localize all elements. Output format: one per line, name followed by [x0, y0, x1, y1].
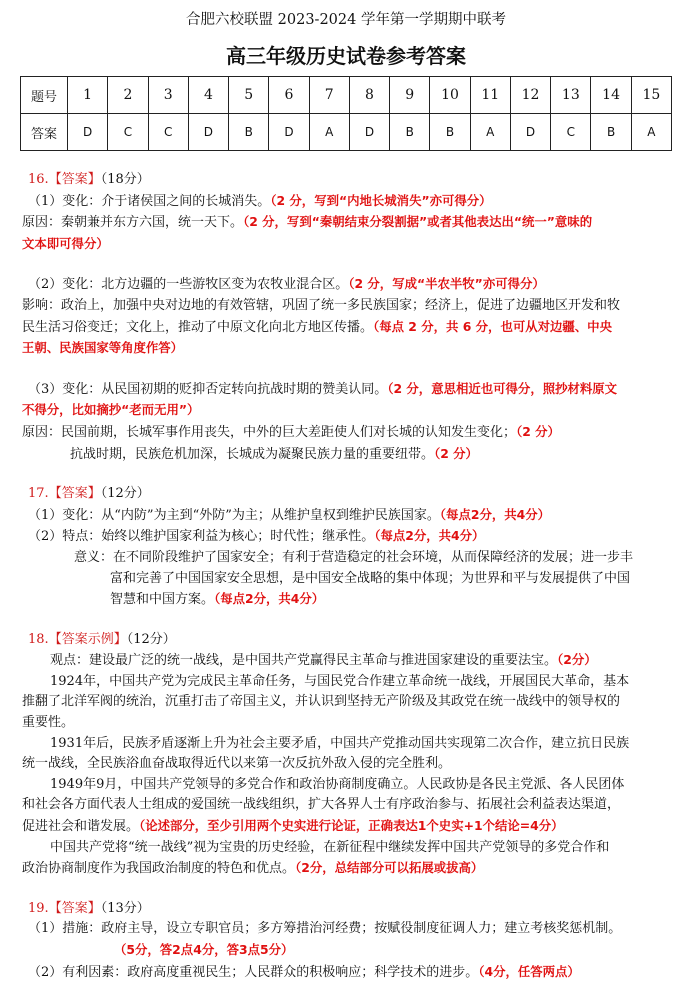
answer-cell: A: [470, 114, 510, 151]
q17-part3-cont: 富和完善了中国国家安全思想，是中国安全战略的集中体现；为世界和平与发展提供了中国: [110, 570, 631, 586]
q16-part1-reason-cont: 文本即可得分）: [22, 235, 109, 251]
exam-header: 合肥六校联盟 2023-2024 学年第一学期期中联考: [186, 12, 506, 28]
q17-part3: 意义：在不同阶段维护了国家安全；有利于营造稳定的社会环境，从而保障经济的发展；进一步丰: [74, 549, 634, 565]
q16-part1-reason: 原因：秦朝兼并东方六国，统一天下。（2 分，写到“秦朝结束分裂割据”或者其他表达出“统一”意味的: [22, 214, 593, 231]
q16-part3-reason: 原因：民国前期，长城军事作用丧失，中外的巨大差距使人们对长城的认知发生变化；（2 分）: [22, 423, 560, 440]
q16-part2-effect-cont: 民生活习俗变迁；文化上，推动了中原文化向北方地区传播。（每点 2 分，共 6 分，也可从对边疆、中央: [22, 318, 612, 335]
q16-part2-effect-cont2: 王朝、民族国家等角度作答）: [22, 340, 184, 356]
q18-heading: 18.【答案示例】（12分）: [28, 631, 176, 647]
q17-heading: 17.【答案】（12分）: [28, 486, 150, 502]
question-number: 2: [108, 77, 148, 114]
q18-para3-cont: 和社会各方面代表人士组成的爱国统一战线组织，扩大各界人士有序政治参与、拓展社会利益表达渠道，: [22, 797, 621, 813]
question-number: 8: [349, 77, 389, 114]
answer-cell: C: [108, 114, 148, 151]
q18-para2-cont: 统一战线，全民族浴血奋战取得近代以来第一次反抗外敌入侵的完全胜利。: [22, 756, 452, 772]
answer-cell: B: [390, 114, 430, 151]
q18-para1: 1924年，中国共产党为完成民主革命任务，与国民党合作建立革命统一战线，开展国民大革命，基本: [50, 673, 630, 689]
answer-table-answer-row: [21, 114, 672, 151]
q16-part1-change: （1）变化：介于诸侯国之间的长城消失。（2 分，写到“内地长城消失”亦可得分）: [28, 192, 492, 209]
answer-cell: D: [68, 114, 108, 151]
q18-para4-cont: 政治协商制度作为我国政治制度的特色和优点。（2分，总结部分可以拓展或拔高）: [22, 860, 484, 877]
question-number: 13: [551, 77, 591, 114]
q17-part3-cont2: 智慧和中国方案。（每点2分，共4分）: [110, 591, 325, 608]
answer-cell: D: [188, 114, 228, 151]
q16-part3-reason-2: 抗战时期，民族危机加深，长城成为凝聚民族力量的重要纽带。（2 分）: [70, 445, 478, 462]
q18-para1-cont2: 重要性。: [22, 715, 75, 731]
answer-cell: D: [269, 114, 309, 151]
q16-part3-change-cont: 不得分，比如摘抄“老而无用”）: [22, 402, 200, 418]
answer-cell: B: [229, 114, 269, 151]
q18-para2: 1931年后，民族矛盾逐渐上升为社会主要矛盾，中国共产党推动国共实现第二次合作，建立抗日民族: [50, 735, 630, 751]
q18-viewpoint: 观点：建设最广泛的统一战线，是中国共产党赢得民主革命与推进国家建设的重要法宝。（2分）: [50, 652, 597, 669]
q18-para4: 中国共产党将“统一战线”视为宝贵的历史经验，在新征程中继续发挥中国共产党领导的多党合作和: [50, 839, 610, 855]
question-number: 3: [148, 77, 188, 114]
answer-cell: D: [510, 114, 550, 151]
q17-part1: （1）变化：从“内防”为主到“外防”为主；从维护皇权到维护民族国家。（每点2分，共4分）: [28, 506, 551, 523]
q18-para3-cont2: 促进社会和谐发展。（论述部分，至少引用两个史实进行论证，正确表达1个史实+1个结论=4分）: [22, 818, 564, 835]
question-number: 9: [390, 77, 430, 114]
question-number: 10: [430, 77, 470, 114]
q17-part2: （2）特点：始终以维护国家利益为核心；时代性；继承性。（每点2分，共4分）: [28, 528, 485, 545]
answer-cell: B: [430, 114, 470, 151]
answer-cell: D: [349, 114, 389, 151]
question-number: 12: [510, 77, 550, 114]
answer-table-number-row: [21, 77, 672, 114]
question-number: 6: [269, 77, 309, 114]
question-number: 11: [470, 77, 510, 114]
q16-part2-change: （2）变化：北方边疆的一些游牧区变为农牧业混合区。（2 分，写成“半农半牧”亦可得分）: [28, 276, 545, 293]
q19-part1-note: （5分，答2点4分，答3点5分）: [114, 942, 294, 957]
answer-content: [22, 170, 668, 983]
q18-para3: 1949年9月，中国共产党领导的多党合作和政治协商制度确立。人民政协是各民主党派、各人民团体: [50, 776, 625, 792]
q19-part1: （1）措施：政府主导，设立专职官员；多方筹措治河经费；按赋役制度征调人力；建立考核奖惩机制。: [28, 921, 622, 937]
row-label-answer: 答案: [21, 114, 68, 151]
answer-cell: A: [309, 114, 349, 151]
row-label-number: 题号: [21, 77, 68, 114]
page-title: 高三年级历史试卷参考答案: [226, 44, 466, 68]
question-number: 1: [68, 77, 108, 114]
q19-part2: （2）有利因素：政府高度重视民生；人民群众的积极响应；科学技术的进步。（4分，任答两点）: [28, 963, 580, 980]
q16-part2-effect: 影响：政治上，加强中央对边地的有效管辖，巩固了统一多民族国家；经济上，促进了边疆地区开发和牧: [22, 297, 621, 313]
question-number: 5: [229, 77, 269, 114]
question-number: 4: [188, 77, 228, 114]
answer-table: [20, 76, 672, 151]
answer-cell: B: [591, 114, 631, 151]
answer-cell: C: [148, 114, 188, 151]
answer-cell: C: [551, 114, 591, 151]
q18-para1-cont: 推翻了北洋军阀的统治，沉重打击了帝国主义，并认识到坚持无产阶级及其政党在统一战线中的领导权的: [22, 694, 621, 710]
question-number: 15: [631, 77, 671, 114]
question-number: 14: [591, 77, 631, 114]
q19-heading: 19.【答案】（13分）: [28, 900, 150, 916]
q16-part3-change: （3）变化：从民国初期的贬抑否定转向抗战时期的赞美认同。（2 分，意思相近也可得分，照抄材料原文: [28, 380, 618, 397]
answer-cell: A: [631, 114, 671, 151]
question-number: 7: [309, 77, 349, 114]
q16-heading: 16.【答案】（18分）: [28, 172, 150, 187]
